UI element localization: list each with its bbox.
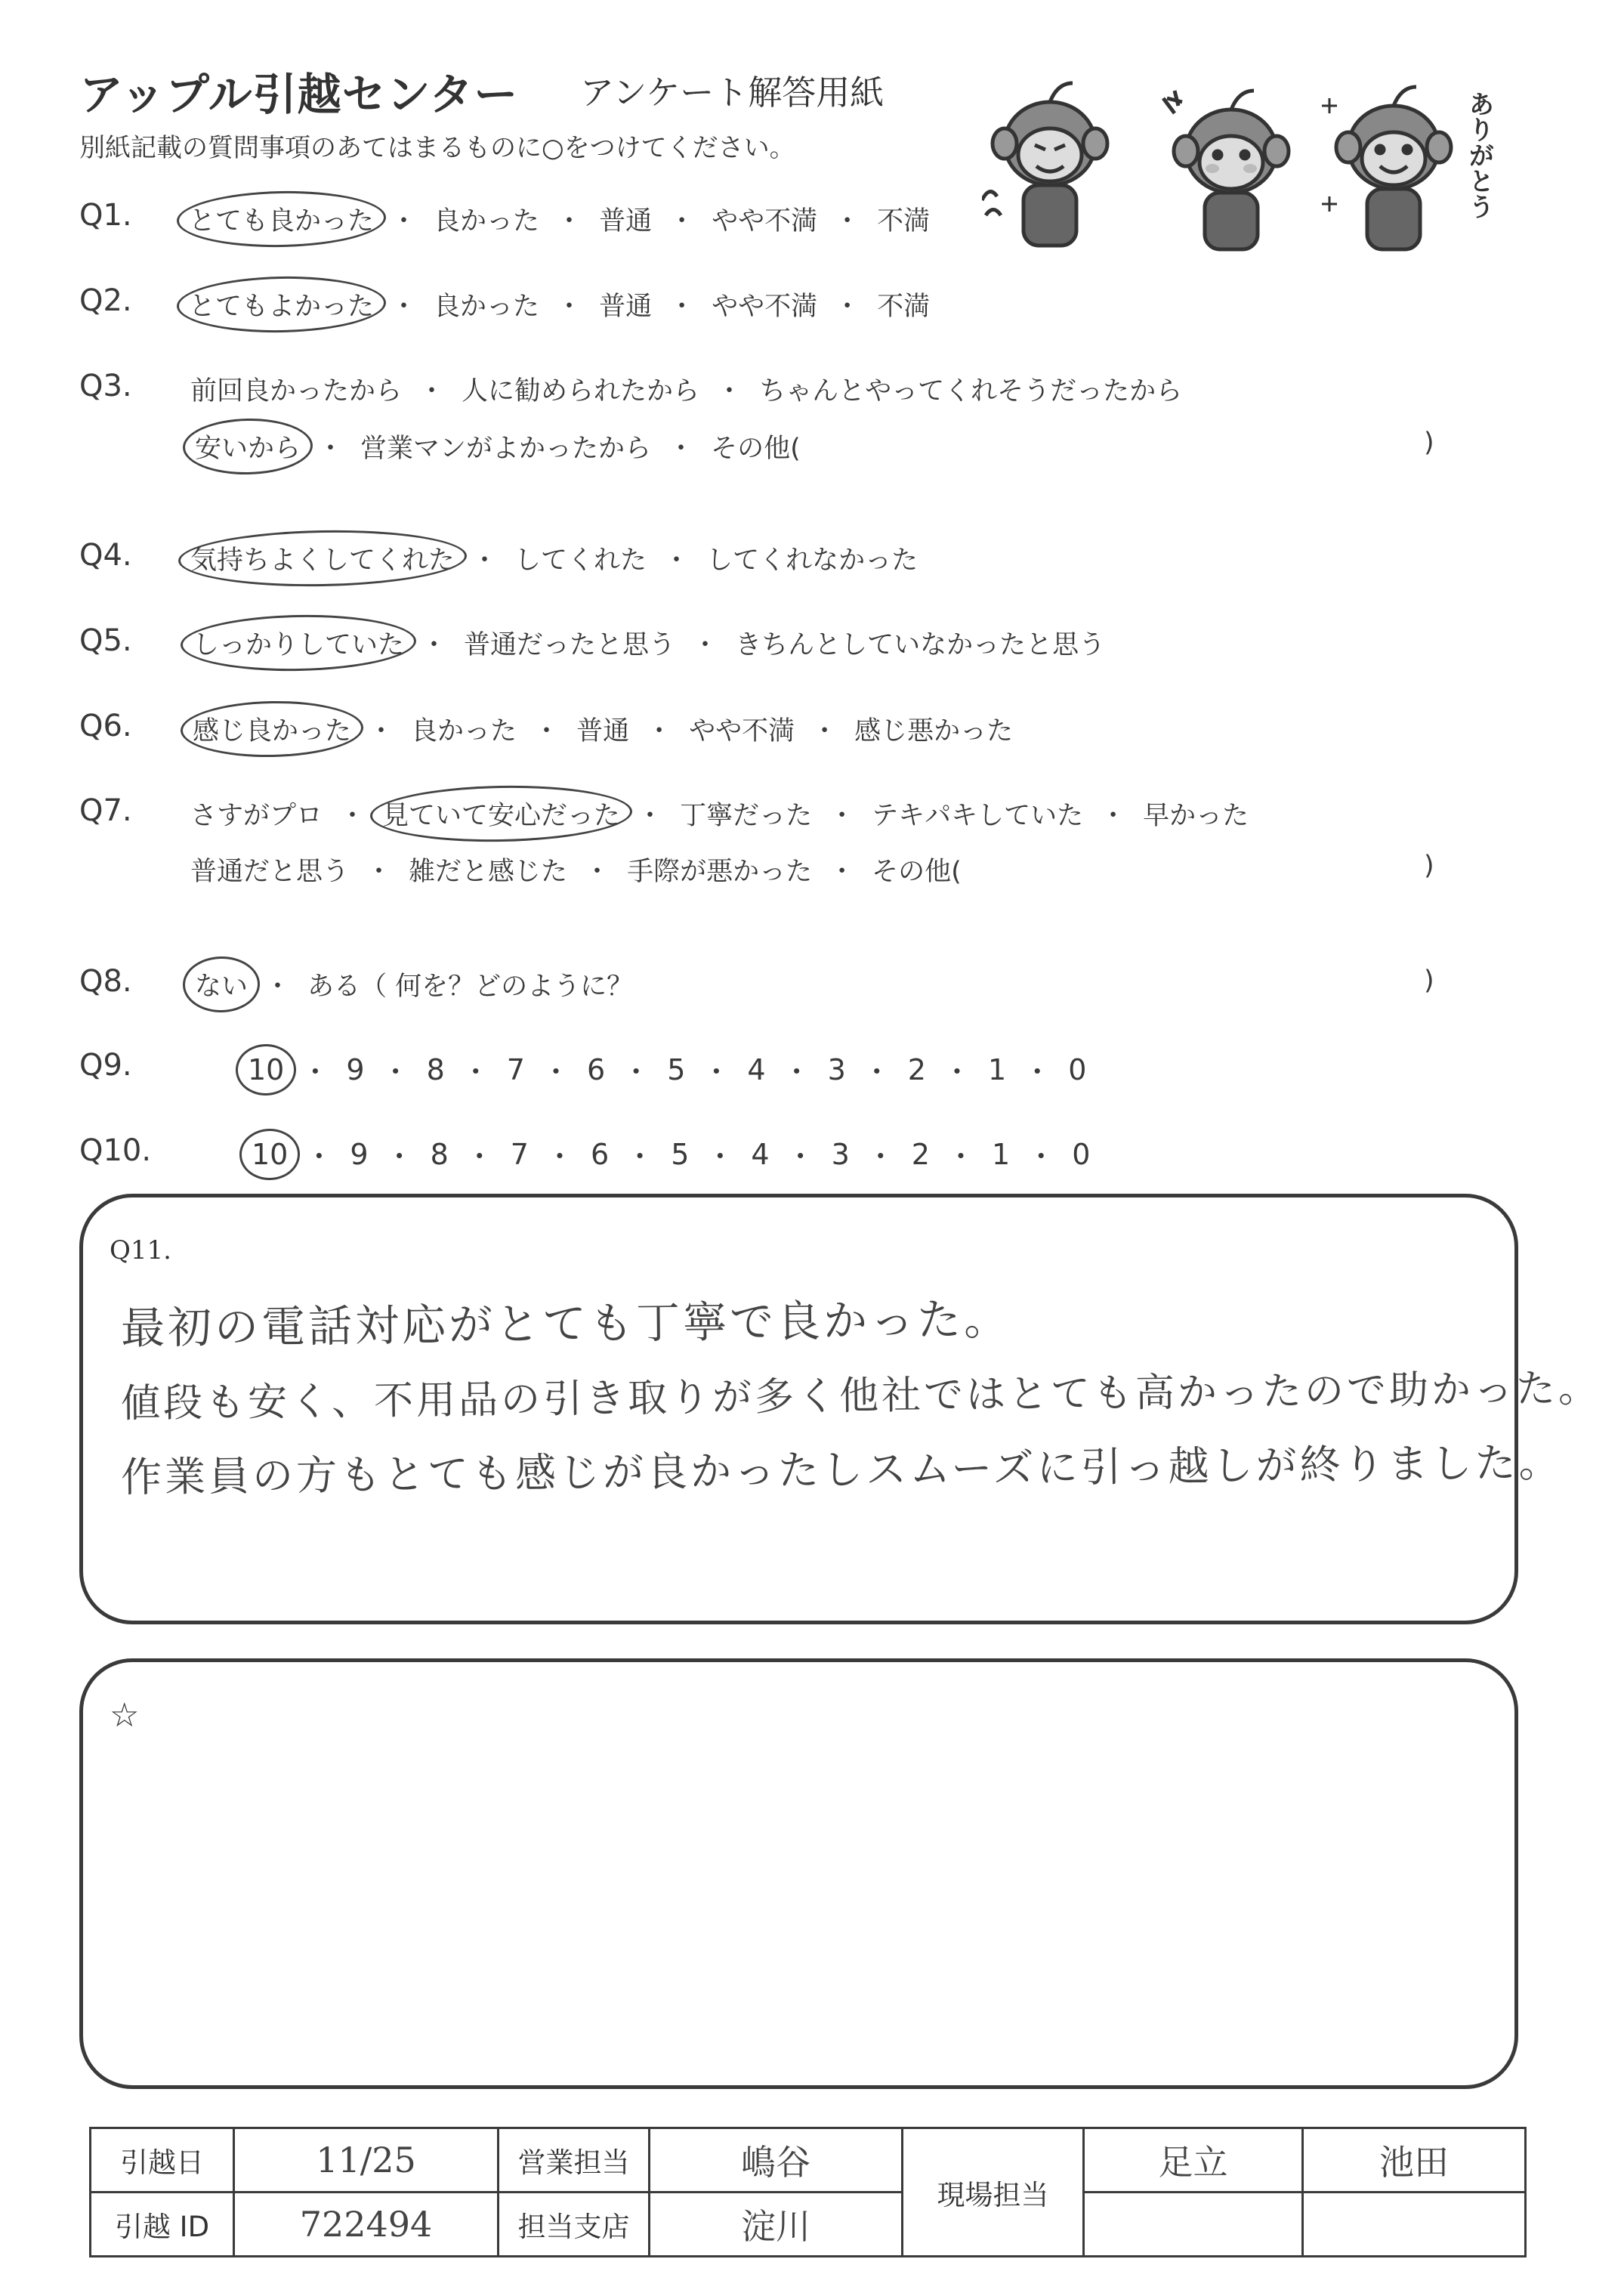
q7-option-5[interactable]: 早かった bbox=[1143, 801, 1249, 831]
q10-label: Q10. bbox=[79, 1133, 152, 1168]
branch-value[interactable]: 淀川 bbox=[650, 2193, 903, 2257]
q9-score-2[interactable]: 2 bbox=[907, 1052, 926, 1086]
star-icon: ☆ bbox=[110, 1696, 140, 1735]
q4-label: Q4. bbox=[79, 538, 132, 573]
q1-option-1-selected[interactable]: とても良かった bbox=[189, 200, 374, 238]
q2-option-5[interactable]: 不満 bbox=[877, 292, 931, 322]
q10-scale[interactable]: 10 ・ 9 ・ 8 ・ 7 ・ 6 ・ 5 ・ 4 ・ 3 ・ 2 ・ 1 ・ 0 bbox=[252, 1137, 1091, 1173]
q9-score-3[interactable]: 3 bbox=[827, 1052, 846, 1086]
site-staff-1[interactable]: 足立 bbox=[1084, 2128, 1303, 2193]
q2-option-2[interactable]: 良かった bbox=[434, 292, 540, 322]
q10-score-6[interactable]: 6 bbox=[590, 1137, 610, 1171]
q7-options-line1[interactable]: さすがプロ ・ 見ていて安心だった ・ 丁寧だった ・ テキパキしていた ・ 早かった bbox=[190, 795, 1249, 833]
q7-option-7[interactable]: 雑だと感じた bbox=[409, 857, 568, 887]
q8-option-some[interactable]: ある（ 何を？どのように？ bbox=[307, 972, 634, 1002]
q3-label: Q3. bbox=[79, 369, 132, 403]
q4-options[interactable]: 気持ちよくしてくれた ・ してくれた ・ してくれなかった bbox=[190, 539, 918, 577]
q4-option-1-selected[interactable]: 気持ちよくしてくれた bbox=[190, 539, 455, 577]
mascot-monkey-right bbox=[1322, 87, 1451, 249]
q10-score-1[interactable]: 1 bbox=[992, 1137, 1011, 1171]
q2-label: Q2. bbox=[79, 283, 132, 318]
q1-options[interactable]: とても良かった ・ 良かった ・ 普通 ・ やや不満 ・ 不満 bbox=[189, 200, 930, 238]
site-staff-3-empty[interactable] bbox=[1084, 2193, 1303, 2257]
q6-options[interactable]: 感じ良かった ・ 良かった ・ 普通 ・ やや不満 ・ 感じ悪かった bbox=[193, 710, 1013, 748]
q11-label: Q11. bbox=[110, 1235, 171, 1265]
q1-option-2[interactable]: 良かった bbox=[434, 206, 540, 236]
branch-label: 担当支店 bbox=[499, 2193, 650, 2257]
q10-score-4[interactable]: 4 bbox=[751, 1137, 770, 1171]
q9-score-8[interactable]: 8 bbox=[426, 1052, 445, 1086]
q3-options-line1[interactable]: 前回良かったから ・ 人に勧められたから ・ ちゃんとやってくれそうだったから bbox=[190, 370, 1182, 408]
move-date-label: 引越日 bbox=[91, 2128, 234, 2193]
q5-option-2[interactable]: 普通だったと思う bbox=[464, 630, 676, 660]
q6-option-3[interactable]: 普通 bbox=[576, 716, 630, 746]
q10-score-9[interactable]: 9 bbox=[350, 1137, 369, 1171]
q9-score-9[interactable]: 9 bbox=[346, 1052, 365, 1086]
q2-option-3[interactable]: 普通 bbox=[599, 292, 653, 322]
q3-options-line2[interactable]: 安いから ・ 営業マンがよかったから ・ その他( bbox=[195, 428, 801, 465]
q10-score-10-selected[interactable]: 10 bbox=[252, 1137, 289, 1171]
q5-options[interactable]: しっかりしていた ・ 普通だったと思う ・ きちんとしていなかったと思う bbox=[193, 624, 1105, 662]
q4-option-2[interactable]: してくれた bbox=[514, 545, 647, 576]
q3-option-5[interactable]: 営業マンがよかったから bbox=[360, 434, 652, 464]
q9-score-7[interactable]: 7 bbox=[506, 1052, 525, 1086]
q7-option-1[interactable]: さすがプロ bbox=[190, 801, 323, 831]
sales-staff-label: 営業担当 bbox=[499, 2128, 650, 2193]
q5-option-3[interactable]: きちんとしていなかったと思う bbox=[735, 630, 1106, 660]
site-staff-label: 現場担当 bbox=[903, 2128, 1084, 2257]
q2-option-4[interactable]: やや不満 bbox=[712, 292, 818, 322]
q2-option-1-selected[interactable]: とてもよかった bbox=[189, 286, 374, 323]
monkey-mascots-illustration bbox=[982, 60, 1511, 264]
q8-option-none-selected[interactable]: ない bbox=[195, 966, 248, 1003]
q9-score-10-selected[interactable]: 10 bbox=[248, 1052, 285, 1086]
thanks-text: ありがとう bbox=[1464, 91, 1494, 219]
q5-label: Q5. bbox=[79, 623, 132, 658]
q10-score-2[interactable]: 2 bbox=[911, 1137, 930, 1171]
q9-score-1[interactable]: 1 bbox=[988, 1052, 1007, 1086]
q3-option-4-selected[interactable]: 安いから bbox=[195, 428, 301, 465]
q3-option-1[interactable]: 前回良かったから bbox=[190, 376, 403, 406]
site-staff-2[interactable]: 池田 bbox=[1303, 2128, 1526, 2193]
q7-option-other[interactable]: その他( bbox=[872, 857, 962, 887]
q11-comment-line-2: 値段も安く、不用品の引き取りが多く他社ではとても高かったので助かった。 bbox=[120, 1365, 1601, 1427]
q9-label: Q9. bbox=[79, 1048, 132, 1083]
q11-comment-box[interactable] bbox=[79, 1194, 1601, 1624]
q9-scale[interactable]: 10 ・ 9 ・ 8 ・ 7 ・ 6 ・ 5 ・ 4 ・ 3 ・ 2 ・ 1 ・ 0 bbox=[248, 1052, 1087, 1089]
q6-option-4[interactable]: やや不満 bbox=[689, 716, 795, 746]
mascot-monkey-left bbox=[982, 83, 1107, 246]
move-id-label: 引越 ID bbox=[91, 2193, 234, 2257]
mascot-monkey-center bbox=[1163, 91, 1289, 249]
form-title: アンケート解答用紙 bbox=[580, 73, 885, 113]
site-staff-4-empty[interactable] bbox=[1303, 2193, 1526, 2257]
q1-option-5[interactable]: 不満 bbox=[877, 206, 931, 236]
q7-option-4[interactable]: テキパキしていた bbox=[872, 801, 1084, 831]
q10-score-8[interactable]: 8 bbox=[430, 1137, 449, 1171]
q10-score-3[interactable]: 3 bbox=[831, 1137, 850, 1171]
q7-options-line2[interactable]: 普通だと思う ・ 雑だと感じた ・ 手際が悪かった ・ その他( bbox=[190, 851, 962, 888]
q1-label: Q1. bbox=[79, 198, 132, 233]
q7-option-2-selected[interactable]: 見ていて安心だった bbox=[382, 795, 620, 833]
q10-score-0[interactable]: 0 bbox=[1072, 1137, 1091, 1171]
star-comment-box[interactable] bbox=[79, 1658, 1518, 2089]
q7-option-3[interactable]: 丁寧だった bbox=[680, 801, 813, 831]
instruction-text: 別紙記載の質問事項のあてはまるものに○をつけてください。 bbox=[79, 133, 795, 163]
q8-options[interactable]: ない ・ ある（ 何を？どのように？ bbox=[195, 966, 633, 1003]
q3-close-paren: ) bbox=[1424, 428, 1434, 458]
move-info-table bbox=[89, 2127, 1527, 2257]
q9-score-5[interactable]: 5 bbox=[667, 1052, 686, 1086]
move-date-value[interactable]: 11/25 bbox=[234, 2128, 499, 2193]
q9-score-4[interactable]: 4 bbox=[747, 1052, 766, 1086]
company-name: アップル引越センター bbox=[79, 69, 519, 120]
q10-score-7[interactable]: 7 bbox=[510, 1137, 529, 1171]
q8-close-paren: ) bbox=[1424, 966, 1434, 996]
q6-option-1-selected[interactable]: 感じ良かった bbox=[193, 710, 351, 748]
q7-label: Q7. bbox=[79, 793, 132, 828]
q6-option-2[interactable]: 良かった bbox=[411, 716, 517, 746]
sales-staff-value[interactable]: 嶋谷 bbox=[650, 2128, 903, 2193]
q3-option-other[interactable]: その他( bbox=[711, 434, 801, 464]
q9-score-0[interactable]: 0 bbox=[1068, 1052, 1087, 1086]
q11-comment-line-3: 作業員の方もとても感じが良かったしスムーズに引っ越しが終りました。 bbox=[120, 1439, 1563, 1501]
q7-option-6[interactable]: 普通だと思う bbox=[190, 857, 350, 887]
q1-option-3[interactable]: 普通 bbox=[599, 206, 653, 236]
q6-option-5[interactable]: 感じ悪かった bbox=[854, 716, 1014, 746]
q6-label: Q6. bbox=[79, 709, 132, 743]
q7-close-paren: ) bbox=[1424, 851, 1434, 881]
q5-option-1-selected[interactable]: しっかりしていた bbox=[193, 624, 404, 662]
q1-option-4[interactable]: やや不満 bbox=[712, 206, 818, 236]
q9-score-6[interactable]: 6 bbox=[586, 1052, 606, 1086]
move-id-value[interactable]: 722494 bbox=[234, 2193, 499, 2257]
q2-options[interactable]: とてもよかった ・ 良かった ・ 普通 ・ やや不満 ・ 不満 bbox=[189, 286, 930, 323]
q7-option-8[interactable]: 手際が悪かった bbox=[627, 857, 813, 887]
q3-option-2[interactable]: 人に勧められたから bbox=[462, 376, 700, 406]
q3-option-3[interactable]: ちゃんとやってくれそうだったから bbox=[759, 376, 1183, 406]
q11-comment-line-1: 最初の電話対応がとても丁寧で良かった。 bbox=[120, 1293, 1011, 1355]
q4-option-3[interactable]: してくれなかった bbox=[706, 545, 919, 576]
q8-label: Q8. bbox=[79, 964, 132, 999]
q10-score-5[interactable]: 5 bbox=[671, 1137, 690, 1171]
